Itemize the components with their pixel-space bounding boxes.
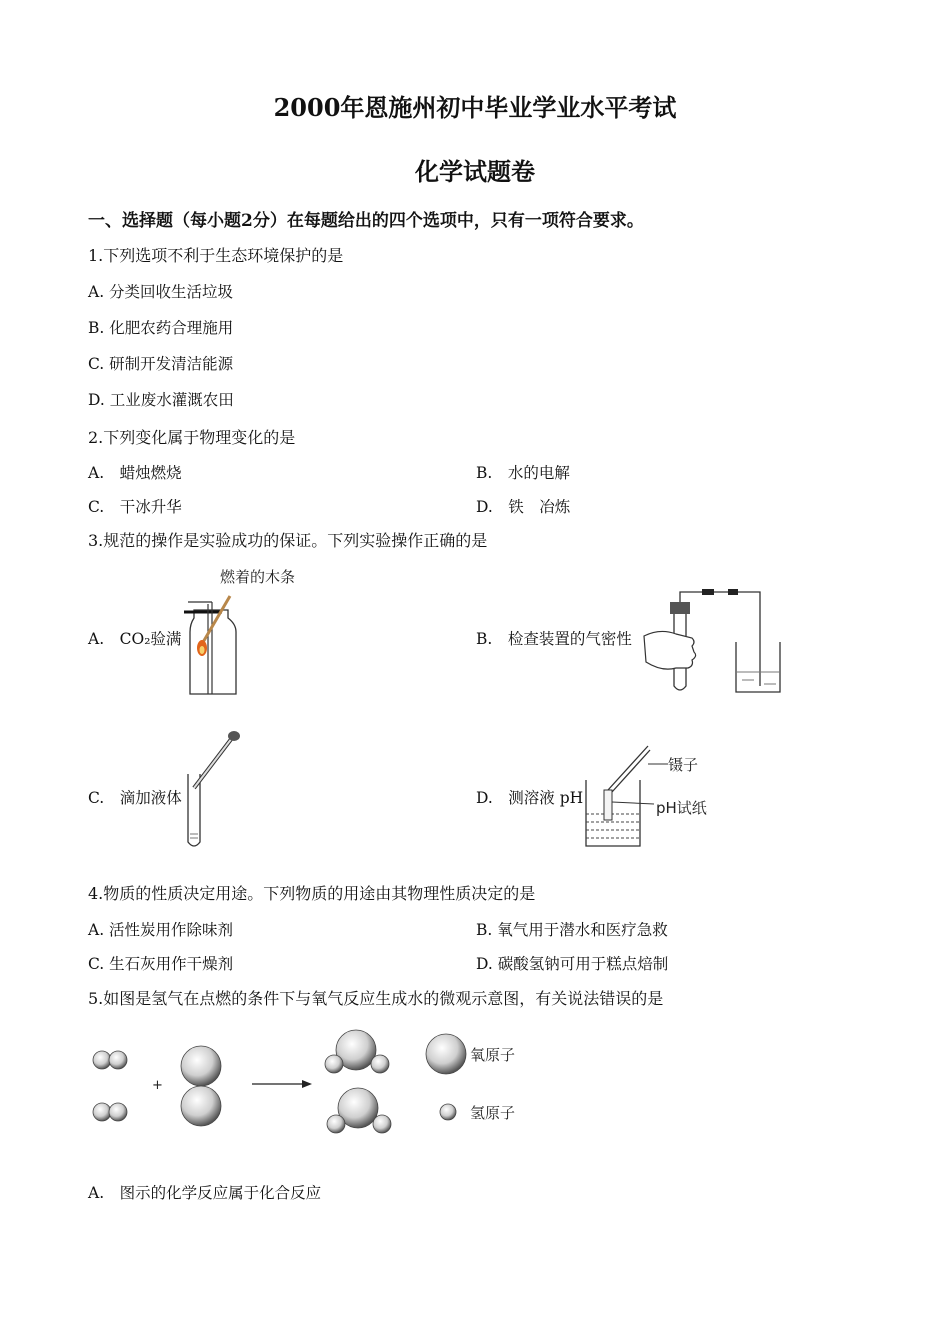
q2-option-c: C. 干冰升华 xyxy=(88,498,182,516)
question-3-stem: 3.规范的操作是实验成功的保证。下列实验操作正确的是 xyxy=(88,531,488,550)
dropper-figure xyxy=(180,730,250,855)
q2-option-d: D. 铁 冶炼 xyxy=(476,498,571,516)
burning-stick-label: 燃着的木条 xyxy=(220,568,296,586)
q1-option-d: D. 工业废水灌溉农田 xyxy=(88,391,234,409)
question-2-stem: 2.下列变化属于物理变化的是 xyxy=(88,428,296,447)
q1-option-a: A. 分类回收生活垃圾 xyxy=(88,283,234,301)
q2-option-a: A. 蜡烛燃烧 xyxy=(88,464,182,482)
q5-option-a: A. 图示的化学反应属于化合反应 xyxy=(88,1184,322,1202)
tweezers-label: 镊子 xyxy=(668,756,699,774)
question-5-stem: 5.如图是氢气在点燃的条件下与氧气反应生成水的微观示意图，有关说法错误的是 xyxy=(88,989,664,1008)
q3-option-c: C. 滴加液体 xyxy=(88,789,182,807)
ph-paper-label: pH试纸 xyxy=(656,799,707,817)
q4-option-d: D. 碳酸氢钠可用于糕点焙制 xyxy=(476,955,669,973)
q4-option-c: C. 生石灰用作干燥剂 xyxy=(88,955,234,973)
q2-option-b: B. 水的电解 xyxy=(476,464,570,482)
reaction-diagram xyxy=(80,1020,550,1150)
q3-option-b: B. 检查装置的气密性 xyxy=(476,630,632,648)
q3-option-d: D. 测溶液 pH xyxy=(476,789,584,807)
section-heading: 一、选择题（每小题2分）在每题给出的四个选项中，只有一项符合要求。 xyxy=(88,211,644,231)
q1-option-b: B. 化肥农药合理施用 xyxy=(88,319,234,337)
plus-sign: + xyxy=(152,1078,163,1093)
co2-bottle-figure xyxy=(178,590,248,700)
airtightness-figure xyxy=(636,588,786,698)
q4-option-a: A. 活性炭用作除味剂 xyxy=(88,921,234,939)
question-4-stem: 4.物质的性质决定用途。下列物质的用途由其物理性质决定的是 xyxy=(88,884,536,903)
exam-title: 2000年恩施州初中毕业学业水平考试 xyxy=(273,93,677,122)
oxygen-atom-label: 氧原子 xyxy=(470,1046,516,1064)
hydrogen-atom-label: 氢原子 xyxy=(470,1104,516,1122)
q1-option-c: C. 研制开发清洁能源 xyxy=(88,355,234,373)
question-1-stem: 1.下列选项不利于生态环境保护的是 xyxy=(88,246,344,265)
exam-subtitle: 化学试题卷 xyxy=(415,157,535,186)
q4-option-b: B. 氧气用于潜水和医疗急救 xyxy=(476,921,668,939)
q3-option-a: A. CO₂验满 xyxy=(88,630,182,648)
